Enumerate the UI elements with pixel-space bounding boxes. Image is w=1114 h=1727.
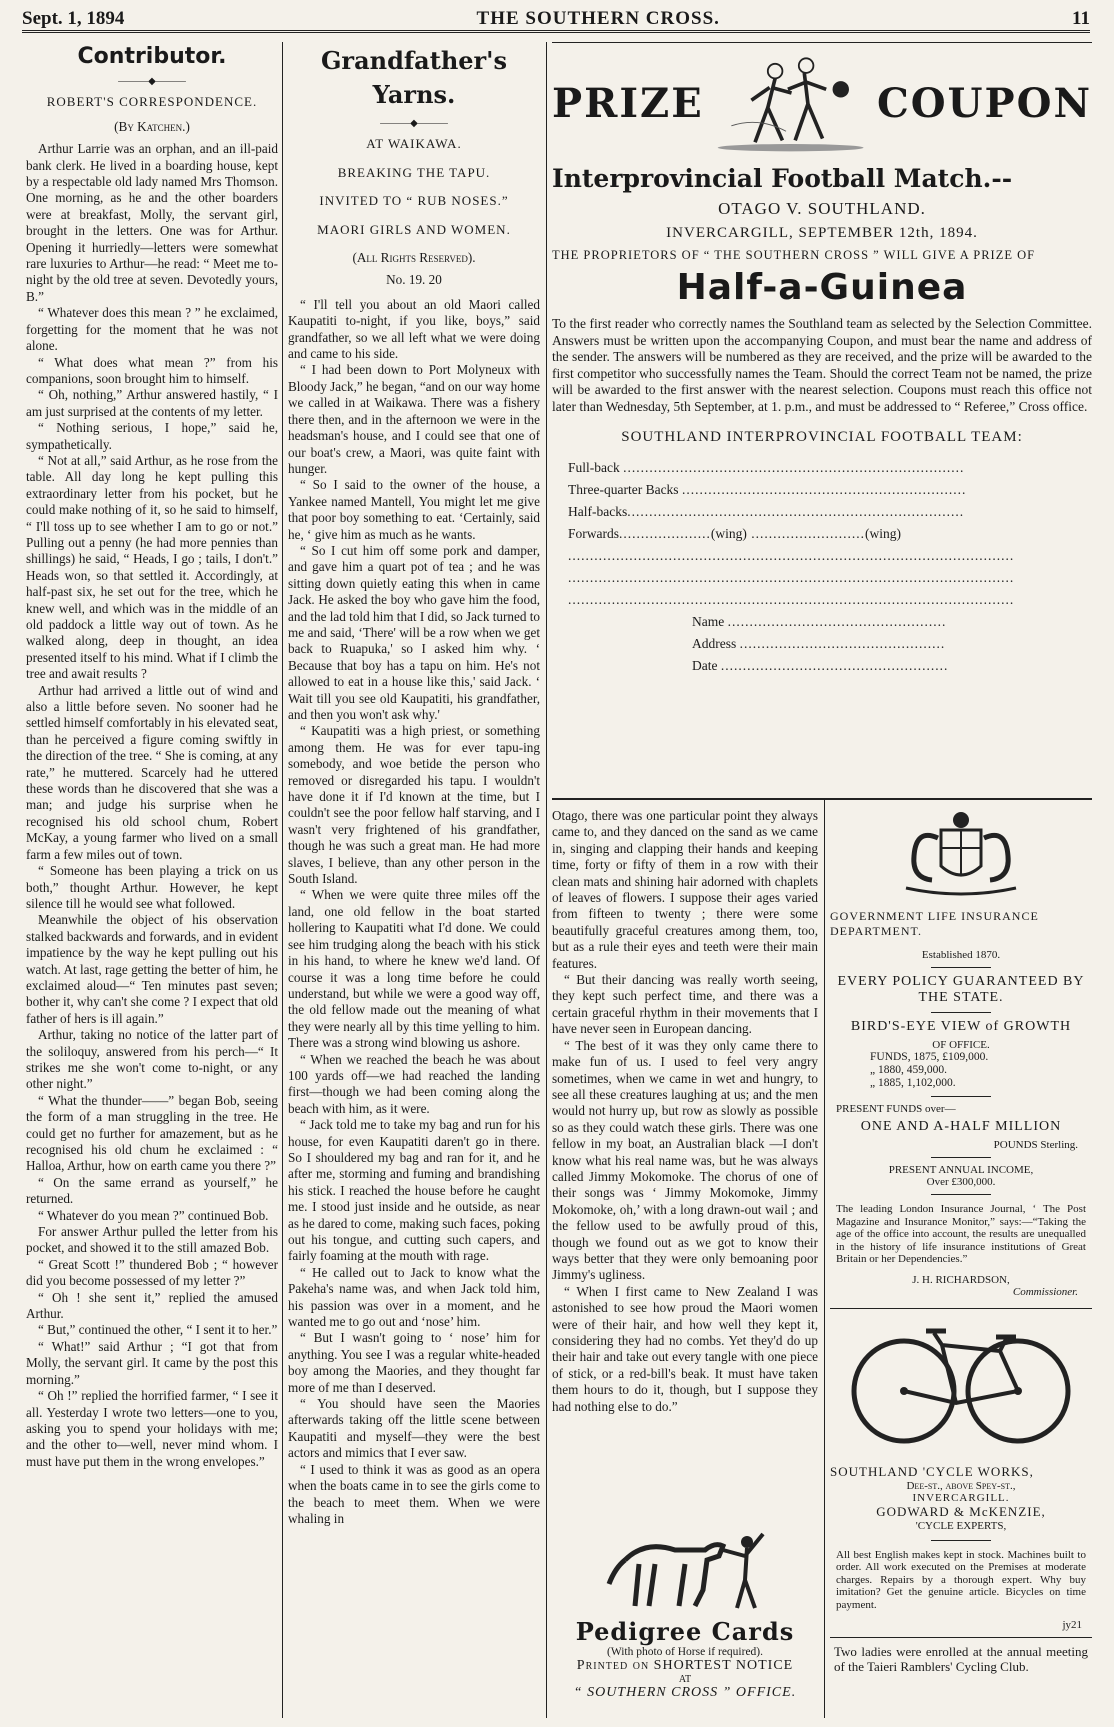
paragraph: “ Oh, nothing,” Arthur answered hastily, “ I am just surprised at the contents of my letter.	[26, 387, 278, 419]
field-label: Name	[692, 614, 725, 629]
paragraph: “ I used to think it was as good as an opera when the boats came in to see the girls come to the beach to meet them. When we were whaling in	[288, 1461, 540, 1526]
insurance-title-text: GOVERNMENT LIFE INSURANCE DEPARTMENT.	[830, 909, 1039, 938]
issue-date: Sept. 1, 1894	[22, 8, 125, 29]
present-income: PRESENT ANNUAL INCOME,	[888, 1164, 1034, 1176]
field-label: Three-quarter Backs	[568, 482, 679, 497]
column-rule	[546, 42, 547, 1718]
paragraph: “ What does what mean ?” from his companions, soon brought him to himself.	[26, 354, 278, 386]
column-advertisements	[830, 808, 1092, 1708]
column-contributor	[26, 44, 278, 1722]
forwards-extra-field[interactable]: ......................................................................................................	[568, 548, 1015, 563]
field-label: Full-back	[568, 460, 620, 475]
paragraph: “ Oh ! she sent it,” replied the amused Arthur.	[26, 1289, 278, 1322]
paragraph: “ But I wasn't going to ‘ nose’ him for anything. You see I was a regular white-headed boy among the Maories, and they thought far more of me than I deserved.	[288, 1330, 540, 1395]
column-rule	[282, 42, 283, 1718]
ad-subtitle: (With photo of Horse if required).	[606, 1646, 764, 1658]
paragraph: “ Whatever does this mean ? ” he exclaimed, forgetting for the moment that he was not alone.	[26, 305, 278, 354]
present-funds: PRESENT FUNDS over—	[836, 1103, 956, 1115]
ornament: ———◆———	[380, 118, 448, 129]
paragraph: “ But,” continued the other, “ I sent it to her.”	[38, 1322, 278, 1338]
paragraph: “ When we were quite three miles off the land, one old fellow in the boat started hollering to Kaupatiti what I'd done. We could see him trudging along the beach with his stick in his hand, to where he knew we'd land. Of course it was a long time before he could understand, but while we were a good way off, the old fellow made out the meaning of what they were nearly all by this time yelling to him. There was a strong wind blowing us ashore.	[288, 887, 540, 1051]
paragraph: “ Whatever do you mean ?” continued Bob.	[38, 1207, 269, 1223]
paragraph: Arthur Larrie was an orphan, and an ill-paid bank clerk. He lived in a boarding house, kept by a respectable old lady named Mrs Thomson. One morning, as he and the other boarders were at breakfast, Molly, the servant girl, brought in the letters. One was for Arthur. Opening it hurriedly—letters were somewhat rare luxuries to Arthur—he read: “ Meet me to-night by the old tree at seven. Devotedly yours, B.”	[26, 141, 278, 304]
column-grandfathers-yarns	[288, 44, 540, 1722]
field-label: Half-backs	[568, 504, 628, 519]
paper-title: THE SOUTHERN CROSS.	[476, 8, 720, 29]
forwards-extra-field[interactable]: ......................................................................................................	[568, 592, 1015, 607]
field-label: Forwards	[568, 526, 619, 541]
funds-line: „ 1880, 459,000.	[870, 1064, 947, 1076]
venue-date: INVERCARGILL, SEPTEMBER 12th, 1894.	[666, 225, 978, 241]
coupon-bottom-rule	[552, 798, 1092, 800]
field-label: Address	[692, 636, 737, 651]
coupon-word: COUPON	[876, 79, 1092, 127]
fullback-field[interactable]: Full-back ..............................................................................	[568, 460, 965, 475]
royal-coat-of-arms-icon	[886, 808, 1036, 898]
of-office: OF OFFICE.	[932, 1039, 990, 1051]
horse-and-handler-icon	[595, 1520, 775, 1612]
page-number: 11	[1072, 8, 1090, 29]
paragraph: “ What the thunder——” began Bob, seeing the form of a man struggling in the tree. He could get no further for amazement, but as he recognised his old chum he exclaimed : “ Halloa, Arthur, how on earth came you there ?”	[26, 1092, 278, 1174]
cycle-experts: 'CYCLE EXPERTS,	[915, 1519, 1007, 1532]
prize-coupon	[552, 44, 1092, 792]
forwards-field[interactable]: Forwards.....................(wing) ..........................(wing)	[568, 526, 901, 541]
paragraph: Meanwhile the object of his observation stalked backwards and forwards, and in evident impatience by the way he kept pulling out his watch. At last, rage getting the better of him, he exclaimed aloud—“ Ten minutes past seven; bother it, why can't she come ? I expect that old father of hers is ill again.”	[26, 912, 278, 1026]
paragraph: “ Not at all,” said Arthur, as he rose from the table. All day long he kept pulling this extraordinary letter from his pocket, but he could make nothing of it, so he said to himself, “ I'll toss up to see whether I am to go or not.” Pulling out a penny (he had more pennies than shillings) he said, “ Heads, I go ; tails, I don't.” Heads won, so that settled it. Accordingly, at half-past six, he set out for the tree, which he knew well, and which was in the middle of an old paddock a little way out of town. As he walked along, deep in thought, an idea presented itself to his mind. What if I climb the tree and await results ?	[26, 452, 278, 682]
story-title: ROBERT'S CORRESPONDENCE.	[46, 94, 258, 110]
threequarter-field[interactable]: Three-quarter Backs .................................................................	[568, 482, 967, 497]
paragraph: “ The best of it was they only came there to make fun of us. I used to feel very angry sometimes, when we came in wet and hungry, to see all these creatures laughing at us; and the men would not hurry up, but row as slowly as possible so as they could watch these girls. There was one fellow in my boat, an Australian black —I don't know what his real name was, but he was always called Jimmy Mokomoke. The chorus of one of their songs was ‘ Jimmy Mokomoke, Jimmy Mokomoke, oh,’ with a long drawn-out wail ; and the fellow used to be awfully proud of this, though we found out as we got to know their ways better that they were only bemoaning poor Jimmy's ugliness.	[552, 1037, 818, 1283]
paragraph: “ But their dancing was really worth seeing, they kept such perfect time, and there was a certain graceful rhythm in their movements that I have never seen in European dancing.	[552, 972, 818, 1037]
subheading: INVITED TO “ RUB NOSES.”	[319, 193, 509, 209]
paragraph: “ Jack told me to take my bag and run for his house, for even Kaupatiti daren't go in there. So I shouldered my bag and ran for it, and he after me, storming and fuming and brandishing his stick. I reached the house before he caught me. I stood just inside and he outside, as near as he dared to come, making such faces, poking out his tongue, and cutting such capers, and fairly foaming at the mouth with rage.	[288, 1117, 540, 1264]
teams: OTAGO V. SOUTHLAND.	[718, 199, 926, 218]
bicycle-icon	[846, 1319, 1076, 1459]
cycle-city: INVERCARGILL.	[912, 1491, 1010, 1504]
match-title: Interprovincial Football Match.--	[552, 164, 1013, 193]
funds-line: FUNDS, 1875, £109,000.	[870, 1051, 989, 1063]
date-field[interactable]: Date ....................................................	[692, 658, 949, 673]
halfbacks-field[interactable]: Half-backs.............................................................................	[568, 504, 965, 519]
paragraph: “ So I said to the owner of the house, a Yankee named Mantell, You might let me give that poor boy something to eat. ‘Certainly, said he, ‘ give him as much as he wants.	[288, 477, 540, 542]
column-continued-story	[552, 808, 818, 1508]
birds-eye-view: BIRD'S-EYE VIEW of GROWTH	[850, 1019, 1072, 1034]
instalment-number: No. 19. 20	[386, 272, 442, 288]
section-heading: Grandfather's	[320, 46, 508, 75]
signer: J. H. RICHARDSON,	[912, 1273, 1010, 1286]
paragraph: “ When we reached the beach he was about 100 yards off—we had reached the landing first—though we had been coming along the beach with him, as it were.	[288, 1051, 540, 1116]
paragraph: “ Nothing serious, I hope,” said he, sympathetically.	[26, 420, 278, 452]
guarantee: EVERY POLICY GUARANTEED BY THE STATE.	[837, 974, 1085, 1005]
paragraph: “ Great Scott !” thundered Bob ; “ however did you become possessed of my letter ?”	[26, 1256, 278, 1289]
team-heading: SOUTHLAND INTERPROVINCIAL FOOTBALL TEAM:	[621, 429, 1023, 445]
ad-printed: Printed on SHORTEST NOTICE	[576, 1658, 794, 1673]
insurance-title	[830, 909, 1092, 939]
paragraph: “ You should have seen the Maories afterwards taking off the little scene between Kaupatiti and myself—they were the best actors and mimics that I ever saw.	[288, 1396, 540, 1461]
cycle-firm: GODWARD & McKENZIE,	[876, 1503, 1046, 1519]
cycling-club-note: Two ladies were enrolled at the annual meeting of the Taieri Ramblers' Cycling Club.	[834, 1644, 1088, 1674]
byline: (By Katchen.)	[114, 118, 190, 134]
paragraph: “ I had been down to Port Molyneux with Bloody Jack,” he began, “and on our way home we called in at Waikawa. There was a fishery there then, and in the afternoon we were in the headsman's house, and I could see that one of our boat's crew, a Maori, was quite faint with hunger.	[288, 362, 540, 476]
paragraph: “ When I first came to New Zealand I was astonished to see how proud the Maori women were of their hair, and how well they kept it, considering they had no combs. Yet they'd do up their hair and take out every tangle with one piece of stick, or a red-bill's beak. It must have taken them hours to do it, though, but I suppose they had nothing else to do.”	[552, 1283, 818, 1414]
pedigree-cards-ad	[552, 1520, 818, 1715]
paragraph: “ I'll tell you about an old Maori called Kaupatiti to-night, if you like, boys,” said grandfather, so we all left what we were doing and came to his side.	[288, 296, 540, 362]
paragraph: Otago, there was one particular point they always came to, and they danced on the sand as we came in, singing and clapping their hands and keeping time, forty or fifty of them in a row with their clean mats and shining hair adorned with chaplets of leaves of flowers. I suppose their ages varied from fifteen to twenty ; there were some beautifully graceful creatures among them, too, but as a rule their eyes and teeth were their main features.	[552, 808, 818, 971]
press-quote: The leading London Insurance Journal, ‘ The Post Magazine and Insurance Monitor,” says:—“Taking the age of the office into account, the results are unequalled in the history of life insurance institutions of Great Britain or her Dependencies.”	[836, 1203, 1086, 1265]
section-heading: Contributor.	[77, 44, 227, 69]
address-field[interactable]: Address ...............................................	[692, 636, 946, 651]
cycle-body: All best English makes kept in stock. Machines built to order. All work executed on the Premises at moderate charges. Repairs by a thorough expert. Why buy imitation? Get the genuine article. Bicycles on time payment.	[836, 1548, 1086, 1611]
forwards-extra-field[interactable]: ......................................................................................................	[568, 570, 1015, 585]
coupon-top-rule	[552, 42, 1092, 43]
prize-word: PRIZE	[552, 79, 704, 127]
paragraph: Arthur had arrived a little out of wind and also a little before seven. No sooner had he settled himself comfortably in his elevated seat, than he perceived a figure coming swiftly in the direction of the tree. “ She is coming, at any rate,” he muttered. Scarcely had he uttered these words than he discovered that she was a man; and judge his surprise when he recognised his old school chum, Robert McKay, a young farmer who lived on a small farm a few miles out of town.	[26, 682, 278, 862]
coupon-header	[552, 44, 1092, 162]
paragraph: “ Someone has been playing a trick on us both,” thought Arthur. However, he kept silence till he would see what followed.	[26, 863, 278, 911]
proprietors-line: THE PROPRIETORS OF “ THE SOUTHERN CROSS ” WILL GIVE A PRIZE OF	[552, 248, 1036, 262]
ad-office: “ SOUTHERN CROSS ” OFFICE.	[573, 1685, 797, 1700]
football-players-icon	[704, 48, 877, 158]
cycle-works-title: SOUTHLAND 'CYCLE WORKS,	[830, 1463, 1034, 1479]
paragraph: “ He called out to Jack to know what the Pakeha's name was, and when Jack told him, his passion was over in a moment, and he wanted me to go out and ‘nose’ him.	[288, 1264, 540, 1330]
cycle-code: jy21	[1062, 1619, 1082, 1631]
paragraph: “ What!” said Arthur ; “I got that from Molly, the servant girl. It came by the post this morning.”	[26, 1338, 278, 1387]
field-label: Date	[692, 658, 718, 673]
paragraph: Arthur, taking no notice of the latter part of the soliloquy, answered from his perch—“ It strikes me she won't come to-night, or any other night.”	[26, 1027, 278, 1092]
subheading: MAORI GIRLS AND WOMEN.	[317, 221, 511, 237]
subheading: AT WAIKAWA.	[366, 136, 462, 152]
million: ONE AND A-HALF MILLION	[860, 1119, 1062, 1134]
ad-title: Pedigree Cards	[575, 1617, 795, 1646]
income-value: Over £300,000.	[926, 1176, 996, 1188]
section-heading: Yarns.	[372, 80, 456, 109]
prize-amount: Half-a-Guinea	[676, 267, 968, 308]
wing-label: (wing)	[710, 526, 747, 541]
name-field[interactable]: Name ..................................................	[692, 614, 947, 629]
paragraph: “ Kaupatiti was a high priest, or something among them. He was for ever tapu-ing somebody, and woe betide the person who removed or disregarded his tapu. I wouldn't have done it if I'd known at the time, but I couldn't see the poor fellow half starving, and I wasn't very frightened of his grandfather, though he was such a great man. He had more slaves, I believe, than any other person in the South Island.	[288, 723, 540, 887]
ornament: ———◆———	[118, 76, 186, 87]
paragraph: For answer Arthur pulled the letter from his pocket, and showed it to the still amazed Bob.	[26, 1224, 278, 1256]
funds-line: „ 1885, 1,102,000.	[870, 1077, 956, 1089]
masthead	[22, 6, 1090, 33]
signer-title: Commissioner.	[1012, 1285, 1078, 1298]
cycle-street: Dee-st., above Spey-st.,	[906, 1479, 1016, 1492]
wing-label: (wing)	[865, 526, 901, 541]
established: Established 1870.	[921, 949, 1001, 961]
ad-at: AT	[678, 1674, 692, 1685]
coupon-conditions: To the first reader who correctly names the Southland team as selected by the Selection Committee. Answers must be written upon the accompanying Coupon, and must bear the name and address of the sender. The answers will be numbered as they are received, and the prize will be awarded to the first competitor who successfully names the Team. Should the correct Team not be named, the prize will be awarded to the first answer with the nearest selection. Coupons must reach this office not later than Wednesday, 5th September, at 1. p.m., and must be addressed to “ Referee,” Cross office.	[552, 316, 1092, 414]
rights-notice: (All Rights Reserved).	[352, 250, 476, 266]
subheading: BREAKING THE TAPU.	[337, 164, 491, 180]
entry-form	[552, 460, 1092, 674]
column-rule	[824, 800, 825, 1718]
paragraph: “ Oh !” replied the horrified farmer, “ I see it all. Yesterday I wrote two letters—one to you, asking you to spend your holidays with me; and the other to—well, never mind whom. I must have put them in the wrong envelopes.”	[26, 1388, 278, 1469]
paragraph: “ On the same errand as yourself,” he returned.	[26, 1174, 278, 1207]
pounds: POUNDS Sterling.	[993, 1139, 1078, 1151]
paragraph: “ So I cut him off some pork and damper, and gave him a quart pot of tea ; and he was sitting down quietly eating this when in came Jack. He asked the boy who gave him the food, and the lad told him that I did, so Jack turned to me and said, ‘There' will be a row when we get back to Ruapuka,' so I asked him why. ‘ Because that boy has a tapu on him. He's not allowed to eat in a house like this,' said Jack. ‘ Wait till you see old Kaupatiti, his grandfather, and then you won't ask why.'	[288, 542, 540, 722]
